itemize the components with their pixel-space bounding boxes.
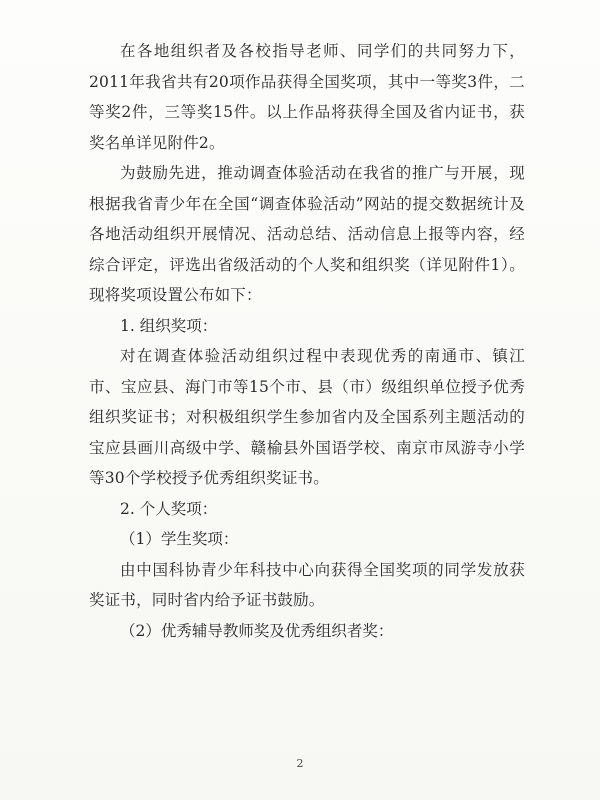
student-award-paragraph: 由中国科协青少年科技中心向获得全国奖项的同学发放获奖证书，同时省内给予证书鼓励。 — [89, 560, 525, 609]
intro-paragraph: 在各地组织者及各校指导老师、同学们的共同努力下，2011年我省共有20项作品获得全国奖项，其中一等奖3件，二等奖2件，三等奖15件。以上作品将获得全国及省内证书，获奖名单详见附件2。 — [89, 42, 525, 152]
document-body — [89, 36, 525, 646]
teacher-award-heading: （2）优秀辅导教师奖及优秀组织者奖： — [120, 621, 394, 640]
student-award-heading: （1）学生奖项： — [120, 530, 239, 548]
encouragement-paragraph: 为鼓励先进，推动调查体验活动在我省的推广与开展，现根据我省青少年在全国“调查体验活动”网站的提交数据统计及各地活动组织开展情况、活动总结、活动信息上报等内容，经综合评定，评选出省级活动的个人奖和组织奖（详见附件1）。现将奖项设置公布如下： — [89, 164, 525, 304]
individual-award-heading: 2. 个人奖项： — [120, 499, 218, 518]
organization-award-heading: 1. 组织奖项： — [120, 316, 218, 335]
organization-award-paragraph: 对在调查体验活动组织过程中表现优秀的南通市、镇江市、宝应县、海门市等15个市、县（市）级组织单位授予优秀组织奖证书；对积极组织学生参加省内及全国系列主题活动的宝应县画川高级中学、赣榆县外国语学校、南京市凤游寺小学等30个学校授予优秀组织奖证书。 — [89, 347, 525, 487]
page-number: 2 — [296, 757, 304, 770]
